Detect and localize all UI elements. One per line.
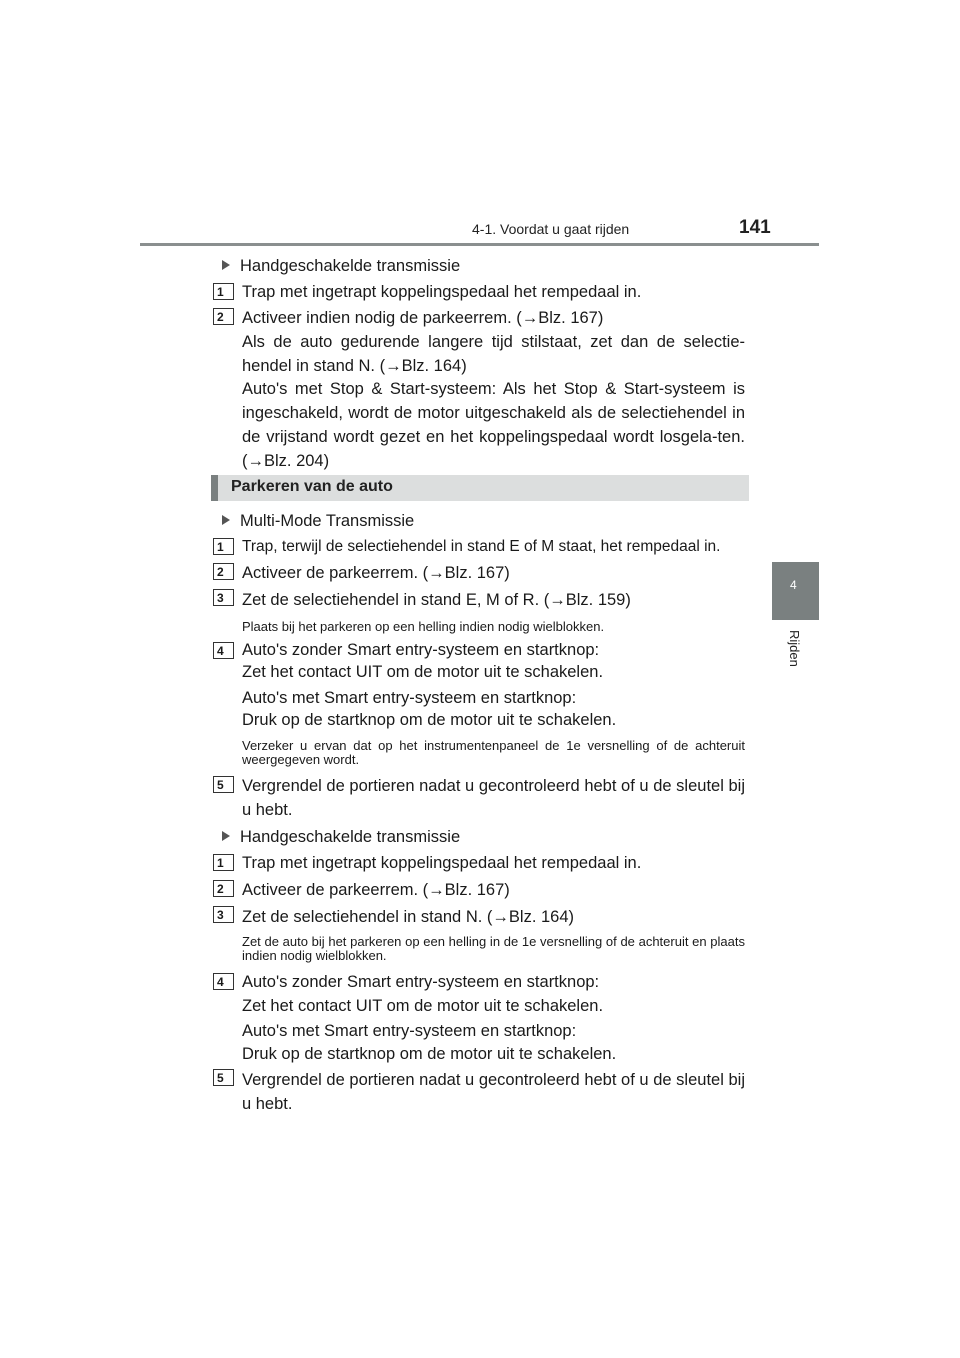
step-number-box: 2 (213, 563, 234, 580)
page-number: 141 (739, 217, 771, 238)
triangle-bullet-icon (222, 831, 230, 841)
triangle-bullet-icon (222, 515, 230, 525)
section-heading: Parkeren van de auto (231, 478, 393, 495)
step-text: Vergrendel de portieren nadat u gecontroleerd hebt of u de sleutel bij u hebt. (242, 1071, 745, 1113)
step-number-box: 4 (213, 642, 234, 659)
step-text: Vergrendel de portieren nadat u gecontroleerd hebt of u de sleutel bij u hebt. (242, 777, 745, 819)
step-number-box: 3 (213, 906, 234, 923)
step-text: Auto's zonder Smart entry-systeem en startknop: (242, 973, 600, 991)
step-text: Druk op de startknop om de motor uit te schakelen. (242, 1045, 617, 1063)
subheading-multi-mode (222, 509, 414, 533)
step-text: Zet het contact UIT om de motor uit te schakelen. (242, 663, 604, 681)
step-number-box: 4 (213, 973, 234, 990)
step-text: Druk op de startknop om de motor uit te schakelen. (242, 711, 617, 729)
step-text: Auto's met Smart entry-systeem en startknop: (242, 1022, 577, 1040)
step-text: Auto's met Smart entry-systeem en startknop: (242, 689, 577, 707)
step-number-box: 1 (213, 854, 234, 871)
step-number-box: 3 (213, 589, 234, 606)
header-divider (140, 243, 819, 246)
step-note: Plaats bij het parkeren op een helling indien nodig wielblokken. (242, 619, 605, 634)
triangle-bullet-icon (222, 260, 230, 270)
step-text: Activeer indien nodig de parkeerrem. (→Blz. 167) (242, 309, 604, 327)
step-text: Activeer de parkeerrem. (→Blz. 167) (242, 564, 510, 582)
step-number-box: 1 (213, 283, 234, 300)
step-text: Auto's zonder Smart entry-systeem en startknop: (242, 641, 600, 659)
step-text: Zet het contact UIT om de motor uit te schakelen. (242, 997, 604, 1015)
chapter-tab-label: Rijden (787, 630, 802, 667)
step-number-box: 5 (213, 1069, 234, 1086)
section-heading-bar (211, 475, 749, 501)
step-number-box: 2 (213, 880, 234, 897)
step-text: Zet de selectiehendel in stand E, M of R. (→Blz. 159) (242, 591, 631, 609)
step-note: Verzeker u ervan dat op het instrumentenpaneel de 1e versnelling of de achteruit weergegeven wordt. (242, 738, 745, 767)
step-paragraph: Als de auto gedurende langere tijd stilstaat, zet dan de selectie-hendel in stand N. (→Blz. 164) (242, 333, 745, 375)
step-text: Trap, terwijl de selectiehendel in stand E of M staat, het rempedaal in. (242, 538, 721, 555)
subheading-manual-transmission (222, 254, 460, 278)
step-text: Trap met ingetrapt koppelingspedaal het rempedaal in. (242, 283, 642, 301)
step-number-box: 2 (213, 308, 234, 325)
step-text: Trap met ingetrapt koppelingspedaal het rempedaal in. (242, 854, 642, 872)
step-text: Activeer de parkeerrem. (→Blz. 167) (242, 881, 510, 899)
step-note: Zet de auto bij het parkeren op een helling in de 1e versnelling of de achteruit en plaats indien nodig wielblokken. (242, 934, 745, 963)
section-title: 4-1. Voordat u gaat rijden (472, 221, 630, 237)
subheading-text: Handgeschakelde transmissie (240, 257, 461, 275)
step-text: Zet de selectiehendel in stand N. (→Blz. 164) (242, 908, 575, 926)
step-number-box: 1 (213, 538, 234, 555)
step-paragraph: Auto's met Stop & Start-systeem: Als het Stop & Start-systeem is ingeschakeld, wordt de motor uitgeschakeld als de selectiehendel in de vrijstand wordt gezet en het koppelingspedaal wordt losgela-ten. (→Blz. 204) (242, 380, 745, 470)
subheading-text: Handgeschakelde transmissie (240, 828, 461, 846)
step-number-box: 5 (213, 776, 234, 793)
subheading-text: Multi-Mode Transmissie (240, 512, 415, 530)
subheading-manual-transmission (222, 825, 460, 849)
chapter-tab-number: 4 (790, 578, 797, 592)
